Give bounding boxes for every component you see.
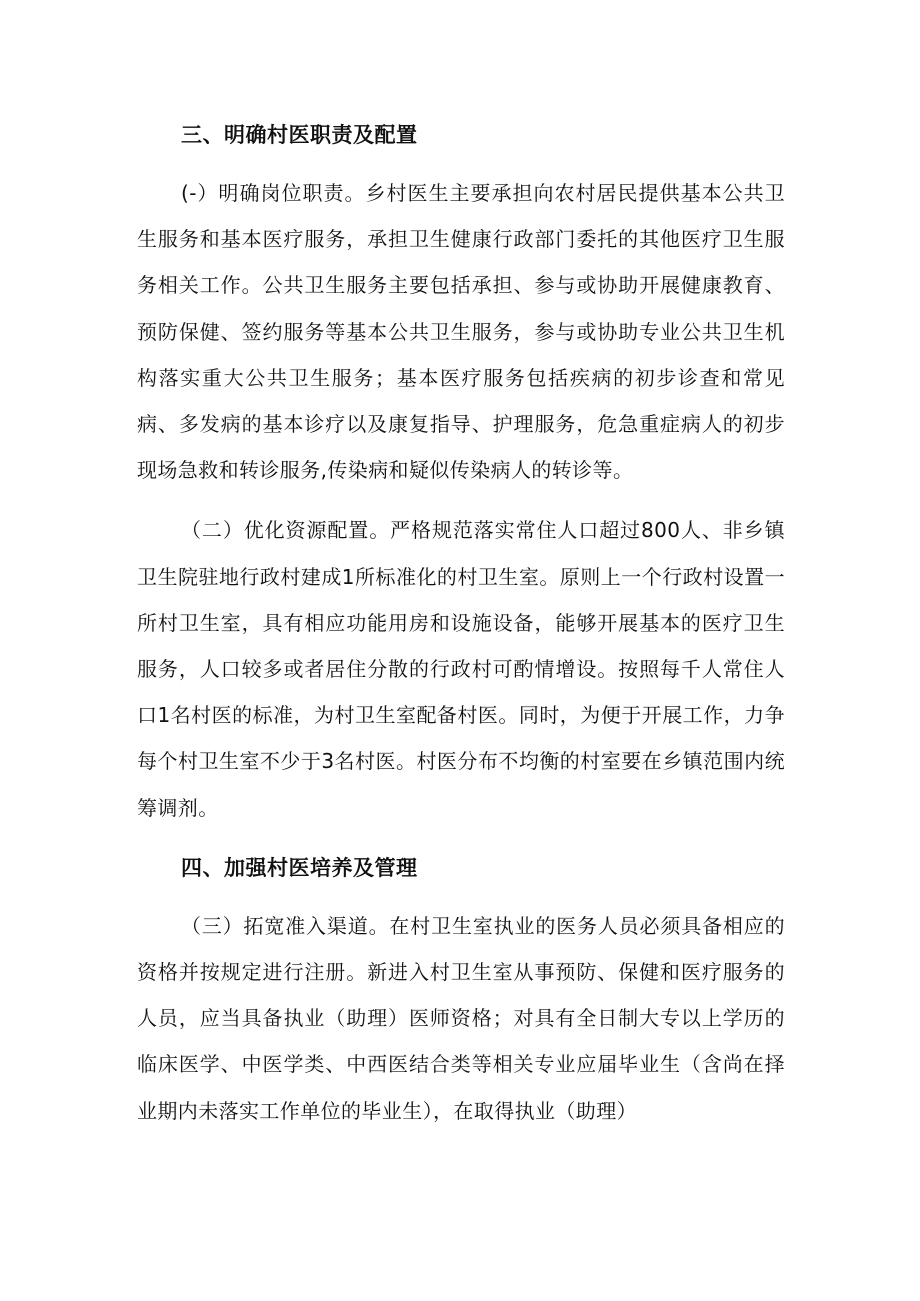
paragraph-job-duties: (-）明确岗位职责。乡村医生主要承担向农村居民提供基本公共卫生服务和基本医疗服务，承担卫生健康行政部门委托的其他医疗卫生服务相关工作。公共卫生服务主要包括承担、参与或协助开展健康教育、预防保健、签约服务等基本公共卫生服务，参与或协助专业公共卫生机构落实重大公共卫生服务；基本医疗服务包括疾病的初步诊查和常见病、多发病的基本诊疗以及康复指导、护理服务，危急重症病人的初步现场急救和转诊服务,传染病和疑似传染病人的转诊等。 <box>137 181 785 483</box>
document-body <box>137 112 785 1134</box>
paragraph-access-channels: （三）拓宽准入渠道。在村卫生室执业的医务人员必须具备相应的资格并按规定进行注册。新进入村卫生室从事预防、保健和医疗服务的人员，应当具备执业（助理）医师资格；对具有全日制大专以上学历的临床医学、中医学类、中西医结合类等相关专业应届毕业生（含尚在择业期内未落实工作单位的毕业生），在取得执业（助理） <box>137 913 785 1123</box>
paragraph-resource-allocation: （二）优化资源配置。严格规范落实常住人口超过800人、非乡镇卫生院驻地行政村建成1所标准化的村卫生室。原则上一个行政村设置一所村卫生室，具有相应功能用房和设施设备，能够开展基本的医疗卫生服务，人口较多或者居住分散的行政村可酌情增设。按照每千人常住人口1名村医的标准，为村卫生室配备村医。同时，为便于开展工作，力争每个村卫生室不少于3名村医。村医分布不均衡的村室要在乡镇范围内统筹调剂。 <box>137 518 785 820</box>
section-heading-3: 三、明确村医职责及配置 <box>181 123 418 147</box>
section-heading-4: 四、加强村医培养及管理 <box>181 855 418 880</box>
